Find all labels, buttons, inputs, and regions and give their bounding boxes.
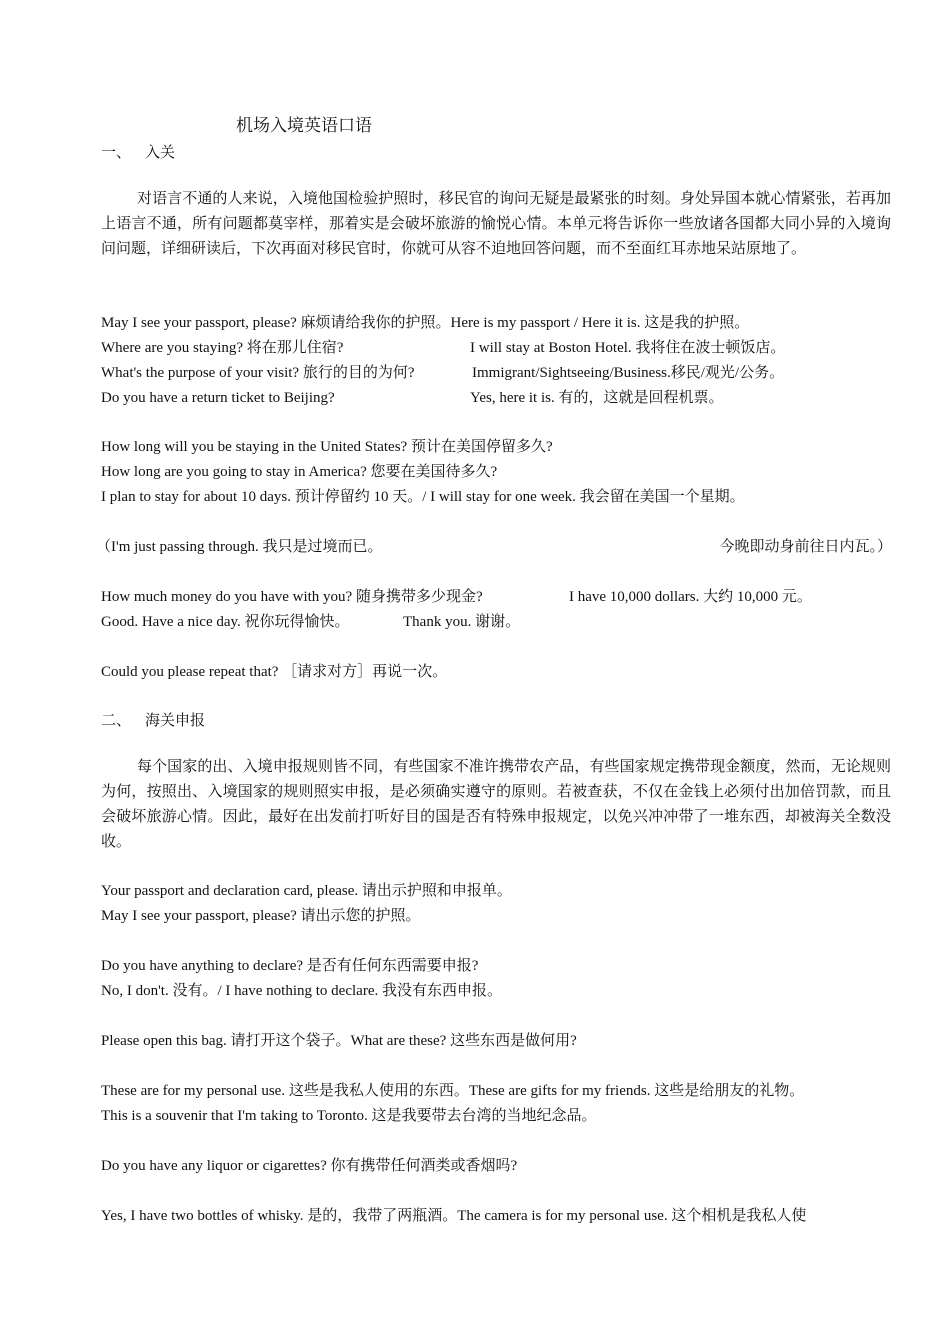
- dialog-line: Good. Have a nice day. 祝你玩得愉快。: [101, 614, 350, 630]
- dialog-line: How much money do you have with you? 随身携带多少现金?: [101, 589, 483, 605]
- dialog-line: （I'm just passing through. 我只是过境而已。: [96, 539, 383, 555]
- section-label: 海关申报: [145, 713, 206, 729]
- dialog-line: Please open this bag. 请打开这个袋子。What are these? 这些东西是做何用?: [101, 1033, 577, 1049]
- dialog-line: Could you please repeat that? ［请求对方］再说一次。: [101, 664, 448, 680]
- dialog-line: How long will you be staying in the United States? 预计在美国停留多久?: [101, 439, 553, 455]
- dialog-answer: Yes, here it is. 有的，这就是回程机票。: [470, 390, 724, 406]
- dialog-line: No, I don't. 没有。/ I have nothing to declare. 我没有东西申报。: [101, 983, 502, 999]
- section-label: 入关: [145, 145, 176, 161]
- dialog-line: These are for my personal use. 这些是我私人使用的东西。These are gifts for my friends. 这些是给朋友的礼物。: [101, 1083, 805, 1099]
- section-heading-customs: [101, 711, 205, 731]
- dialog-line: Where are you staying? 将在那儿住宿?: [101, 340, 344, 356]
- dialog-line: This is a souvenir that I'm taking to Toronto. 这是我要带去台湾的当地纪念品。: [101, 1108, 597, 1124]
- paragraph-intro-entry: 对语言不通的人来说，入境他国检验护照时，移民官的询问无疑是最紧张的时刻。身处异国本就心情紧张，若再加上语言不通，所有问题都莫宰样，那着实是会破坏旅游的愉悦心情。本单元将告诉你一些放诸各国都大同小异的入境询问问题，详细研读后，下次再面对移民官时，你就可从容不迫地回答问题，而不至面红耳赤地呆站原地了。: [101, 191, 891, 257]
- dialog-line: How long are you going to stay in America? 您要在美国待多久?: [101, 464, 498, 480]
- dialog-line: I plan to stay for about 10 days. 预计停留约 10 天。/ I will stay for one week. 我会留在美国一个星期。: [101, 489, 745, 505]
- dialog-answer: I will stay at Boston Hotel. 我将住在波士顿饭店。: [470, 340, 786, 356]
- dialog-line: Do you have any liquor or cigarettes? 你有携带任何酒类或香烟吗?: [101, 1158, 518, 1174]
- dialog-line: May I see your passport, please? 请出示您的护照。: [101, 908, 421, 924]
- dialog-answer: Immigrant/Sightseeing/Business.移民/观光/公务。: [472, 365, 785, 381]
- section-number: 二、: [101, 713, 132, 729]
- dialog-line: Your passport and declaration card, please. 请出示护照和申报单。: [101, 883, 512, 899]
- dialog-answer: I have 10,000 dollars. 大约 10,000 元。: [569, 589, 812, 605]
- dialog-line: Yes, I have two bottles of whisky. 是的，我带了两瓶酒。The camera is for my personal use. 这个相机是我私人使: [101, 1208, 807, 1224]
- dialog-line: Do you have anything to declare? 是否有任何东西需要申报?: [101, 958, 479, 974]
- dialog-line-right: 今晚即动身前往日内瓦。）: [719, 539, 892, 555]
- dialog-answer: Thank you. 谢谢。: [403, 614, 521, 630]
- dialog-line: May I see your passport, please? 麻烦请给我你的护照。Here is my passport / Here it is. 这是我的护照。: [101, 315, 750, 331]
- paragraph-intro-customs: 每个国家的出、入境申报规则皆不同，有些国家不准许携带农产品，有些国家规定携带现金额度，然而，无论规则为何，按照出、入境国家的规则照实申报，是必须确实遵守的原则。若被查获，不仅在金钱上必须付出加倍罚款，而且会破坏旅游心情。因此，最好在出发前打听好目的国是否有特殊申报规定，以免兴冲冲带了一堆东西，却被海关全数没收。: [101, 759, 891, 850]
- dialog-line: What's the purpose of your visit? 旅行的目的为何?: [101, 365, 415, 381]
- document-title: 机场入境英语口语: [236, 116, 372, 135]
- section-heading-entry: [101, 143, 175, 163]
- dialog-line: Do you have a return ticket to Beijing?: [101, 390, 335, 406]
- section-number: 一、: [101, 145, 132, 161]
